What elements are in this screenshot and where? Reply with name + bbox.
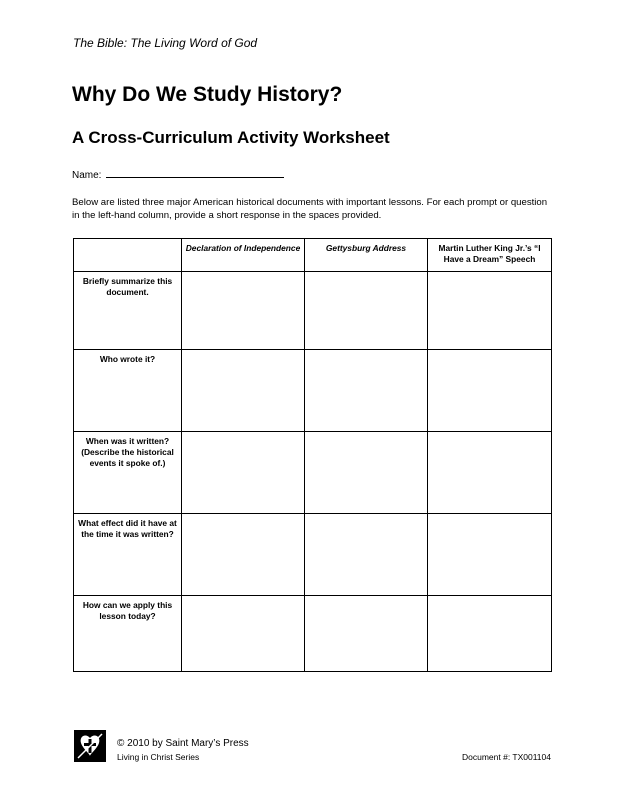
response-cell[interactable] [182,272,305,350]
row-prompt-summarize: Briefly summarize this document. [74,272,182,350]
response-cell[interactable] [182,432,305,514]
intro-paragraph: Below are listed three major American historical documents with important lessons. For each prompt or question in the left-hand column, provide a short response in the spaces provided. [72,197,548,221]
row-prompt-author: Who wrote it? [74,350,182,432]
corner-cell [74,239,182,272]
table-header-row [74,239,552,272]
response-cell[interactable] [428,514,552,596]
response-cell[interactable] [428,272,552,350]
page-subtitle: A Cross-Curriculum Activity Worksheet [72,128,390,147]
table-row [74,596,552,672]
response-cell[interactable] [428,432,552,514]
table-row [74,514,552,596]
row-prompt-effect: What effect did it have at the time it was written? [74,514,182,596]
table-row [74,432,552,514]
response-cell[interactable] [428,350,552,432]
column-header-gettysburg: Gettysburg Address [305,239,428,272]
response-cell[interactable] [182,596,305,672]
name-blank-line[interactable] [106,167,284,178]
document-number: Document #: TX001104 [462,752,551,762]
table-row [74,272,552,350]
response-cell[interactable] [182,350,305,432]
row-prompt-apply: How can we apply this lesson today? [74,596,182,672]
response-cell[interactable] [305,596,428,672]
column-header-mlk: Martin Luther King Jr.’s “I Have a Dream” Speech [428,239,552,272]
series-title: The Bible: The Living Word of God [73,36,258,50]
column-header-declaration: Declaration of Independence [182,239,305,272]
response-cell[interactable] [428,596,552,672]
name-field-row [72,167,284,181]
response-cell[interactable] [305,272,428,350]
name-label: Name: [72,170,102,181]
copyright-text: © 2010 by Saint Mary’s Press [117,738,249,749]
table-row [74,350,552,432]
response-cell[interactable] [182,514,305,596]
page-title: Why Do We Study History? [72,83,343,106]
response-cell[interactable] [305,432,428,514]
response-cell[interactable] [305,350,428,432]
row-prompt-when: When was it written? (Describe the historical events it spoke of.) [74,432,182,514]
worksheet-table [73,238,552,672]
response-cell[interactable] [305,514,428,596]
series-footer-text: Living in Christ Series [117,752,200,762]
saint-marys-press-logo-icon [74,730,106,762]
